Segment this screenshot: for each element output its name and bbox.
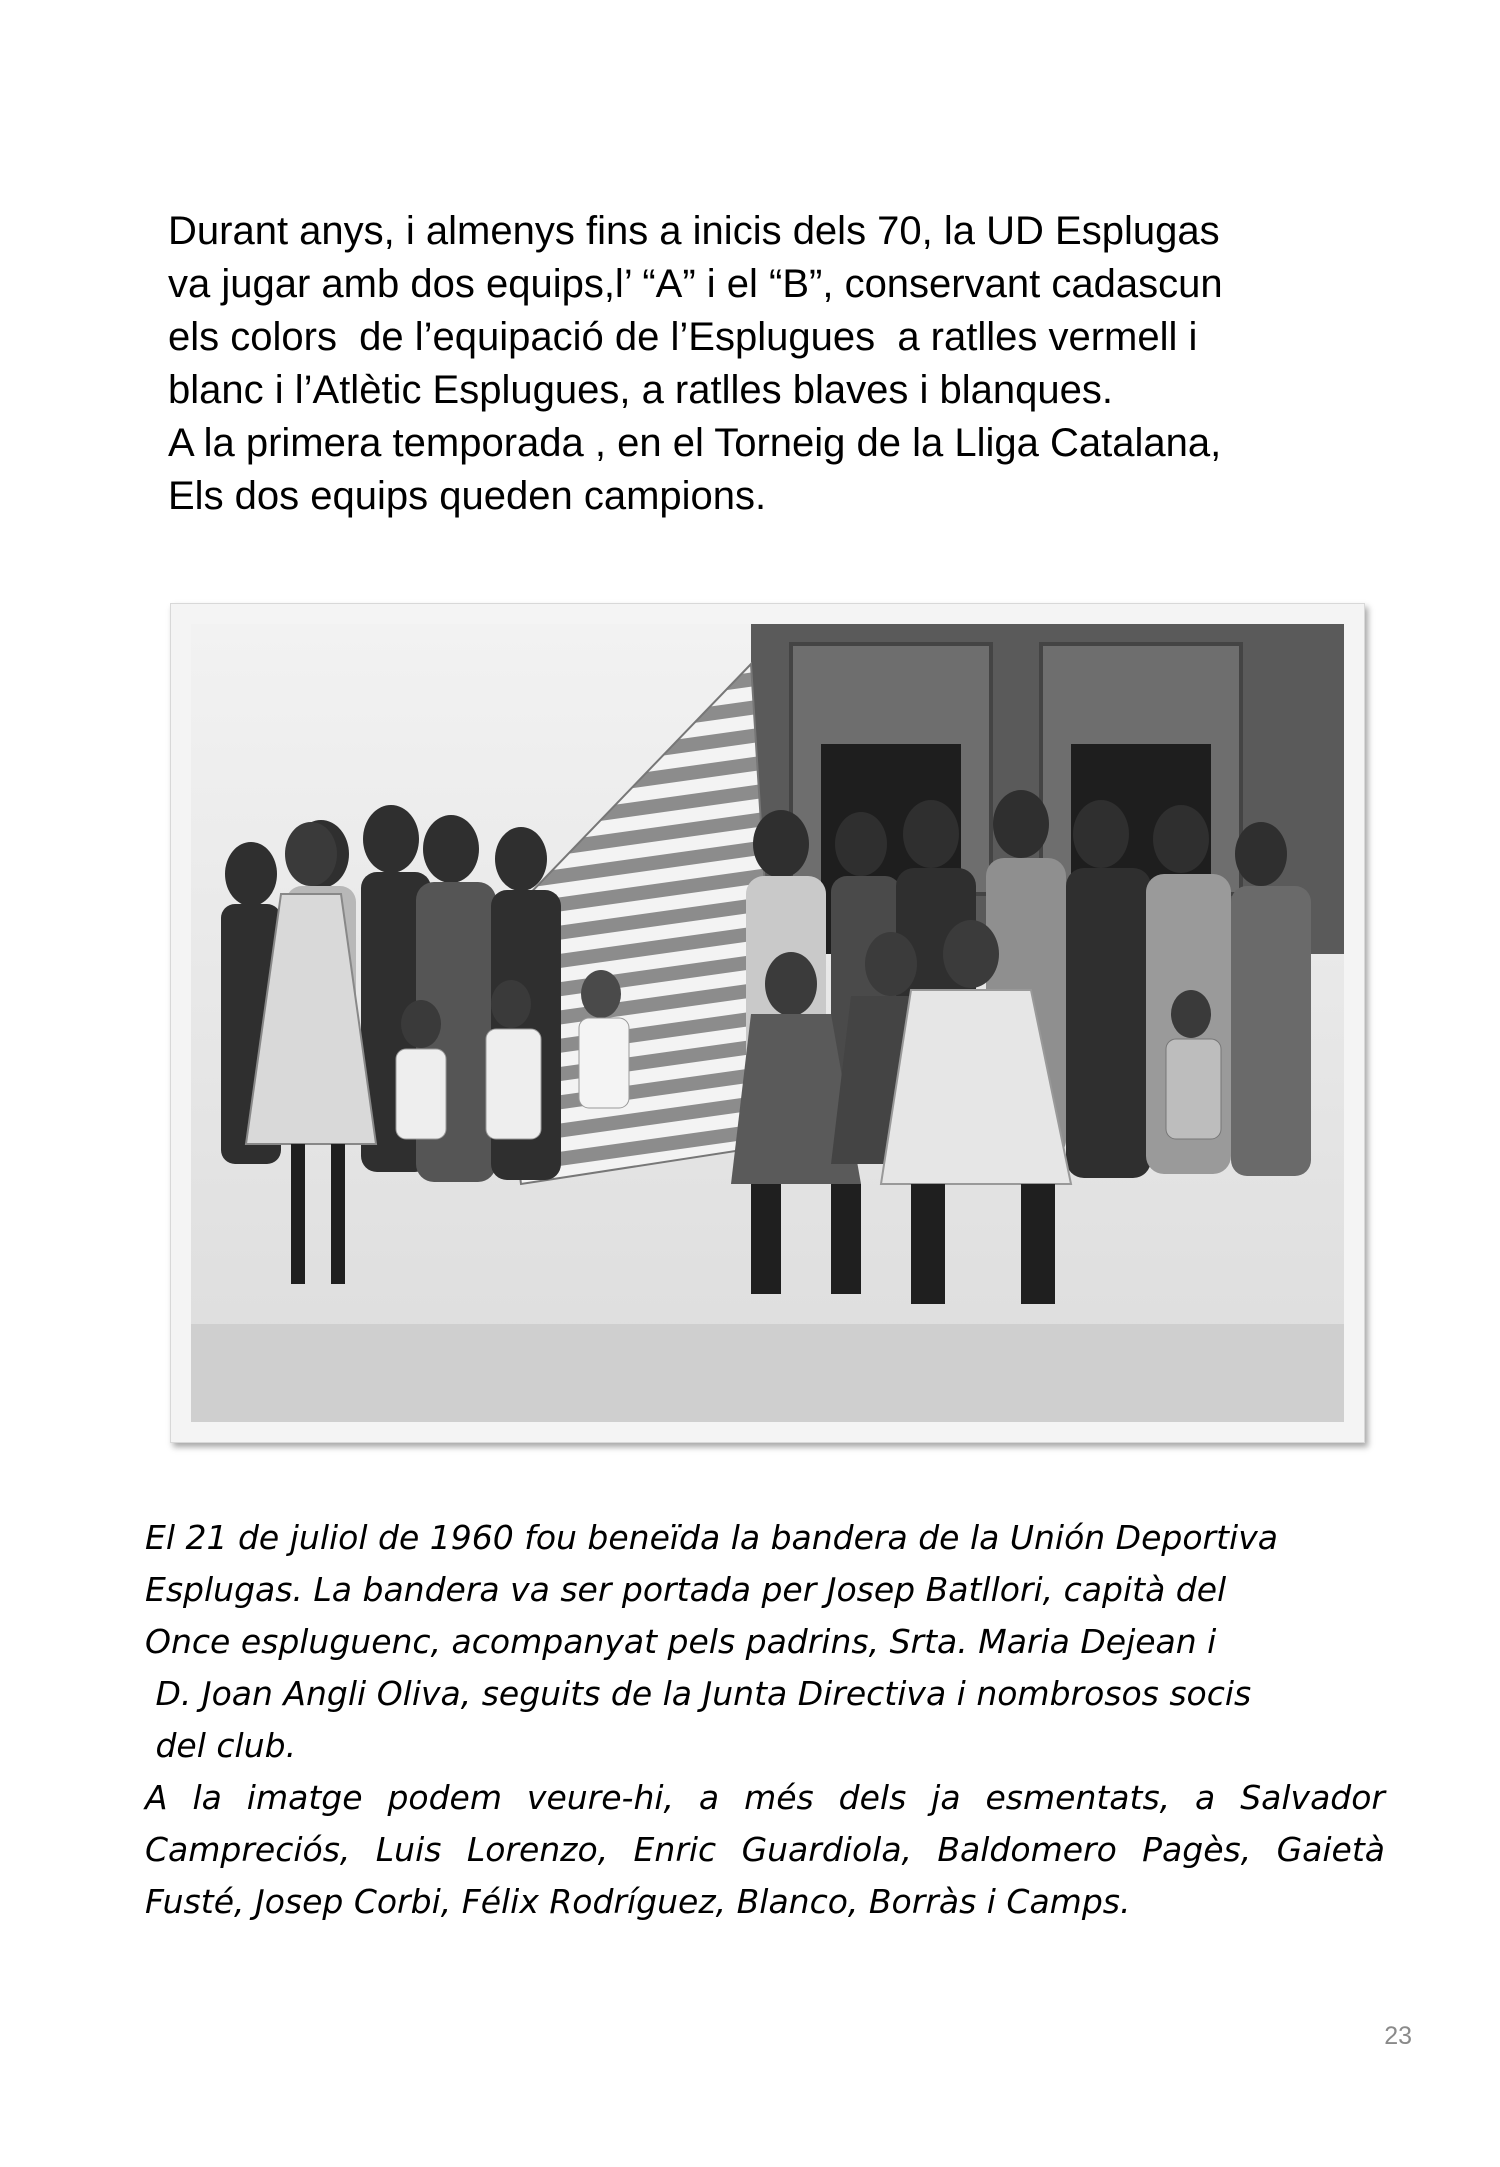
intro-line: Els dos equips queden campions. (168, 474, 767, 518)
page-number: 23 (1384, 2022, 1412, 2050)
caption-line: Esplugas. La bandera va ser portada per Josep Batllori, capità del (145, 1570, 1227, 1609)
photo-frame (170, 603, 1365, 1443)
caption-line: Fusté, Josep Corbi, Félix Rodríguez, Blanco, Borràs i Camps. (145, 1882, 1131, 1921)
intro-line: blanc i l’Atlètic Esplugues, a ratlles blaves i blanques. (168, 368, 1113, 412)
intro-paragraph (168, 205, 1368, 523)
group-photo-illustration (191, 624, 1344, 1422)
caption-line: Campreciós, Luis Lorenzo, Enric Guardiola, Baldomero Pagès, Gaietà (145, 1830, 1385, 1869)
group-photo (191, 624, 1344, 1422)
photo-caption (145, 1512, 1385, 1928)
intro-line: Durant anys, i almenys fins a inicis dels 70, la UD Esplugas (168, 209, 1220, 253)
caption-line: D. Joan Angli Oliva, seguits de la Junta Directiva i nombrosos socis (145, 1674, 1252, 1713)
caption-line: Once espluguenc, acompanyat pels padrins, Srta. Maria Dejean i (145, 1622, 1217, 1661)
intro-line: els colors de l’equipació de l’Esplugues a ratlles vermell i (168, 315, 1198, 359)
caption-line: A la imatge podem veure-hi, a més dels ja esmentats, a Salvador (145, 1778, 1385, 1817)
intro-line: va jugar amb dos equips,l’ “A” i el “B”, conservant cadascun (168, 262, 1223, 306)
caption-line: del club. (145, 1726, 297, 1765)
intro-line: A la primera temporada , en el Torneig de la Lliga Catalana, (168, 421, 1222, 465)
caption-line: El 21 de juliol de 1960 fou beneïda la bandera de la Unión Deportiva (145, 1518, 1278, 1557)
